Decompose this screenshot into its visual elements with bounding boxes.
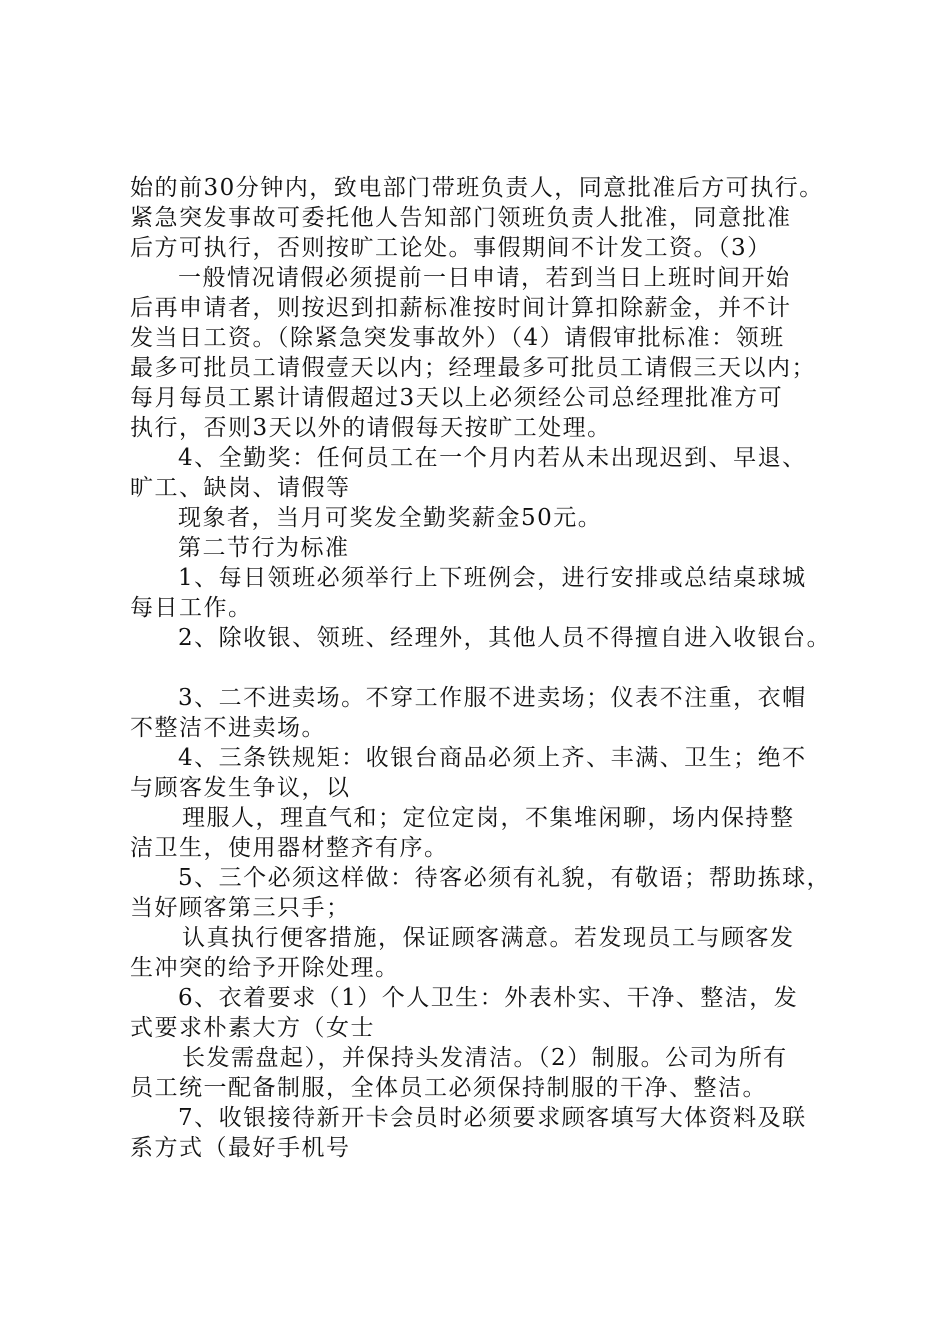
text-line: 每月每员工累计请假超过3天以上必须经公司总经理批准方可	[130, 385, 784, 411]
section-heading: 第二节行为标准	[178, 535, 350, 561]
text-line: 长发需盘起），并保持头发清洁。（2）制服。公司为所有	[182, 1045, 788, 1071]
text-line: 不整洁不进卖场。	[130, 715, 326, 741]
text-line: 1、每日领班必须举行上下班例会，进行安排或总结桌球城	[178, 565, 807, 591]
text-line: 发当日工资。（除紧急突发事故外）（4）请假审批标准：领班	[130, 325, 785, 351]
text-line: 员工统一配备制服，全体员工必须保持制服的干净、整洁。	[130, 1075, 767, 1101]
text-line: 现象者，当月可奖发全勤奖薪金50元。	[178, 505, 603, 531]
text-line: 生冲突的给予开除处理。	[130, 955, 400, 981]
text-line: 后方可执行，否则按旷工论处。事假期间不计发工资。（3）	[130, 235, 772, 261]
text-line: 理服人，理直气和；定位定岗，不集堆闲聊，场内保持整	[182, 805, 795, 831]
text-line: 4、三条铁规矩：收银台商品必须上齐、丰满、卫生；绝不	[178, 745, 807, 771]
text-line: 式要求朴素大方（女士	[130, 1015, 375, 1041]
text-line: 后再申请者，则按迟到扣薪标准按时间计算扣除薪金，并不计	[130, 295, 792, 321]
text-line: 每日工作。	[130, 595, 253, 621]
text-line: 4、全勤奖：任何员工在一个月内若从未出现迟到、早退、	[178, 445, 807, 471]
text-line: 6、衣着要求（1）个人卫生：外表朴实、干净、整洁，发	[178, 985, 799, 1011]
text-line: 紧急突发事故可委托他人告知部门领班负责人批准，同意批准	[130, 205, 792, 231]
text-line: 与顾客发生争议，以	[130, 775, 351, 801]
document-body	[130, 173, 860, 1163]
text-line: 系方式（最好手机号	[130, 1135, 351, 1161]
text-line: 认真执行便客措施，保证顾客满意。若发现员工与顾客发	[182, 925, 795, 951]
text-line: 7、收银接待新开卡会员时必须要求顾客填写大体资料及联	[178, 1105, 807, 1131]
text-line: 执行，否则3天以外的请假每天按旷工处理。	[130, 415, 612, 441]
text-line: 3、二不进卖场。不穿工作服不进卖场；仪表不注重，衣帽	[178, 685, 807, 711]
text-line: 旷工、缺岗、请假等	[130, 475, 351, 501]
text-line: 最多可批员工请假壹天以内；经理最多可批员工请假三天以内；	[130, 355, 816, 381]
text-line: 一般情况请假必须提前一日申请，若到当日上班时间开始	[178, 265, 791, 291]
text-line: 当好顾客第三只手；	[130, 895, 351, 921]
text-line: 洁卫生，使用器材整齐有序。	[130, 835, 449, 861]
blank-line	[130, 653, 860, 683]
text-line: 2、除收银、领班、经理外，其他人员不得擅自进入收银台。	[178, 625, 832, 651]
text-line: 始的前30分钟内，致电部门带班负责人，同意批准后方可执行。	[130, 175, 824, 201]
text-line: 5、三个必须这样做：待客必须有礼貌，有敬语；帮助拣球，	[178, 865, 832, 891]
